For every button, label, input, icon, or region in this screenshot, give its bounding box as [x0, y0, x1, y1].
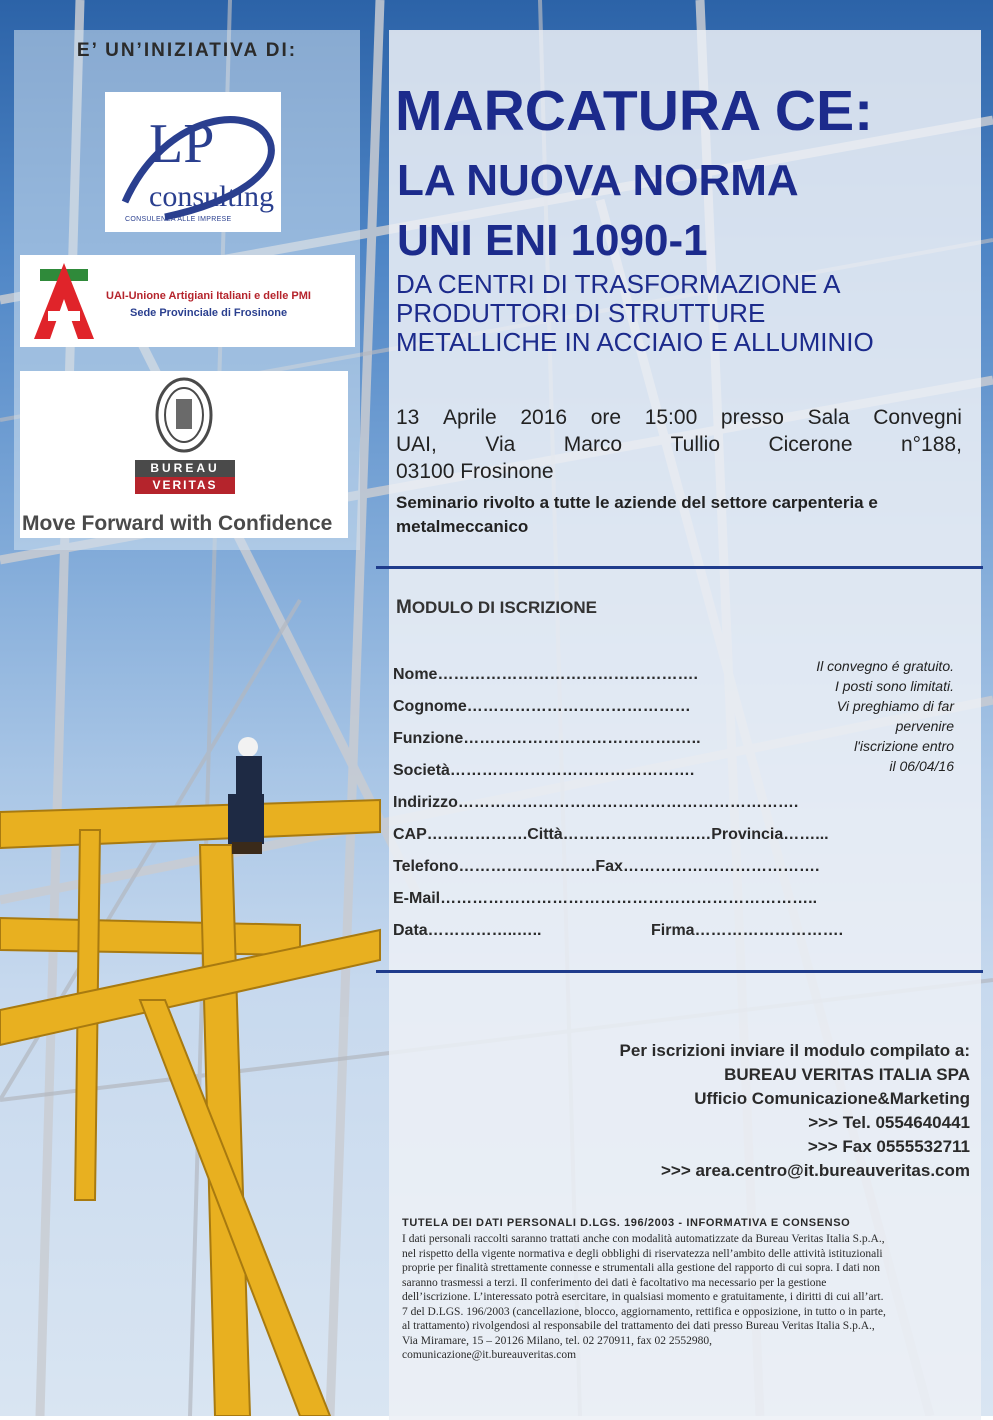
lp-logo-sub: CONSULENZA ALLE IMPRESE: [125, 216, 232, 223]
main-title-line3: UNI ENI 1090-1: [397, 216, 708, 265]
contact-block: [560, 1039, 970, 1183]
bv-slogan: Move Forward with Confidence: [22, 512, 333, 535]
subtitle: [396, 270, 976, 357]
bv-logo-name-top: BUREAU: [135, 460, 235, 477]
field-cap-citta-provincia[interactable]: CAP……………….Città…………………….…Provincia……...: [393, 826, 829, 843]
contact-intro: Per iscrizioni inviare il modulo compilato a:: [619, 1041, 970, 1060]
lp-logo-tagline: consulting: [149, 180, 274, 213]
divider-bottom: [376, 970, 983, 973]
contact-company: BUREAU VERITAS ITALIA SPA: [724, 1065, 970, 1084]
uai-logo-sub: Sede Provinciale di Frosinone: [130, 307, 288, 319]
contact-tel: >>> Tel. 0554640441: [808, 1113, 970, 1132]
event-city-line: 03100 Frosinone: [396, 460, 554, 483]
privacy-title: TUTELA DEI DATI PERSONALI D.LGS. 196/2003 - INFORMATIVA E CONSENSO: [402, 1217, 851, 1229]
subtitle-line: DA CENTRI DI TRASFORMAZIONE A: [396, 269, 841, 299]
uai-logo: [20, 255, 355, 347]
event-address-line: UAI, Via Marco Tullio Cicerone n°188,: [396, 433, 962, 456]
contact-office: Ufficio Comunicazione&Marketing: [694, 1089, 970, 1108]
privacy-email-link[interactable]: comunicazione@it.bureauveritas.com: [402, 1349, 577, 1361]
field-funzione[interactable]: Funzione………………………………….…..: [393, 730, 701, 747]
field-data[interactable]: Data……………..…..: [393, 922, 542, 939]
bv-seal-icon: [154, 375, 214, 455]
contact-fax: >>> Fax 0555532711: [807, 1137, 970, 1156]
lp-consulting-logo: [105, 92, 281, 232]
subtitle-line: PRODUTTORI DI STRUTTURE: [396, 298, 766, 328]
form-title: MODULO DI ISCRIZIONE: [396, 597, 597, 618]
uai-logo-name: UAI-Unione Artigiani Italiani e delle PMI: [106, 290, 311, 302]
main-title-line1: MARCATURA CE:: [395, 79, 874, 143]
contact-email-link[interactable]: >>> area.centro@it.bureauveritas.com: [660, 1161, 970, 1180]
seminar-description: Seminario rivolto a tutte le aziende del settore carpenteria e metalmeccanico: [396, 493, 878, 536]
bv-logo-name-bottom: VERITAS: [135, 477, 235, 494]
field-email[interactable]: E-Mail……………………………………………………………..: [393, 890, 818, 907]
subtitle-line: METALLICHE IN ACCIAIO E ALLUMINIO: [396, 327, 874, 357]
field-indirizzo[interactable]: Indirizzo……………………………………………………….: [393, 794, 799, 811]
field-telefono-fax[interactable]: Telefono………………….….Fax……………………………….: [393, 858, 820, 875]
privacy-text: I dati personali raccolti saranno trattati anche con modalità automatizzate da Bureau Veritas Italia S.p.A., nel rispetto della vigente normativa e degli obblighi di riservatezza nell’ambito delle attività istituzionali proprie per finalità strettamente connesse e strumentali alla gestione del rapporto di cui sopra. I dati non saranno trasmessi a terzi. Il conferimento dei dati è facoltativo ma necessario per la gestione dell’iscrizione. L’interessato potrà esercitare, in qualsiasi momento e gratuitamente, i diritti di cui all’art. 7 del D.LGS. 196/2003 (cancellazione, blocco, aggiornamento, rettifica e opposizione, in tutto o in parte, al trattamento) rivolgendosi al responsabile del trattamento dei dati presso Bureau Veritas Italia S.p.A., Via Miramare, 15 – 20126 Milano, tel. 02 270911, fax 02 2552980, comunicazione@it.bureauveritas.com: [402, 1232, 970, 1363]
event-details: [396, 404, 962, 485]
field-nome[interactable]: Nome………………………………………….: [393, 666, 698, 683]
bureau-veritas-logo: [20, 371, 348, 538]
worker-figure: [228, 737, 264, 854]
divider-top: [376, 566, 983, 569]
event-date-line: 13 Aprile 2016 ore 15:00 presso Sala Convegni: [396, 406, 962, 429]
initiative-heading: E’ UN’INIZIATIVA DI:: [76, 40, 298, 61]
main-title-line2: LA NUOVA NORMA: [397, 156, 799, 205]
lp-logo-mark: LP: [149, 113, 215, 175]
field-cognome[interactable]: Cognome……………………………………: [393, 698, 691, 715]
registration-notice: Il convegno é gratuito. I posti sono limitati. Vi preghiamo di far pervenire l'iscrizione entro il 06/04/16: [816, 658, 954, 774]
field-firma[interactable]: Firma……………………….: [651, 922, 844, 939]
uai-a-icon: [24, 259, 104, 345]
field-societa[interactable]: Società……………………………………….: [393, 762, 695, 779]
